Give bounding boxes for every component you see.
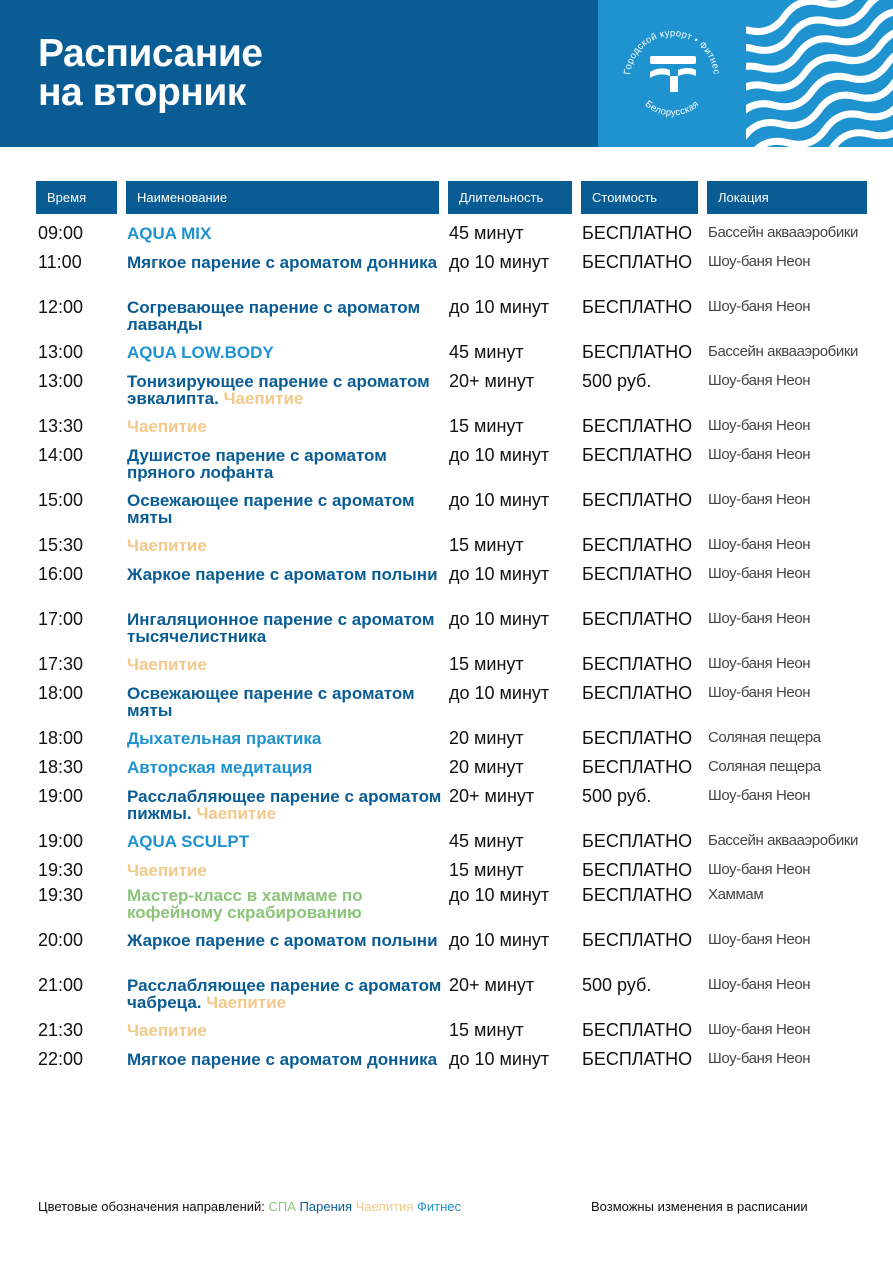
activity-name: Освежающее парение с ароматом мяты: [127, 491, 415, 527]
row-name: [127, 296, 442, 333]
row-price: БЕСПЛАТНО: [582, 860, 693, 880]
row-name: [127, 785, 442, 822]
row-time: 18:00: [38, 683, 84, 703]
activity-name: Чаепитие: [127, 536, 207, 555]
wave-pattern: [746, 0, 893, 147]
row-duration: до 10 минут: [449, 252, 550, 272]
row-location: Бассейн аквааэробики: [708, 343, 858, 360]
page-title: [38, 34, 263, 112]
row-location: Соляная пещера: [708, 729, 821, 746]
activity-name: Ингаляционное парение с ароматом тысячелистника: [127, 610, 435, 646]
row-name: [127, 563, 442, 583]
activity-name: Расслабляющее парение с ароматом чабреца.: [127, 976, 442, 1012]
row-duration: 15 минут: [449, 416, 524, 436]
row-price: БЕСПЛАТНО: [582, 564, 693, 584]
row-name: [127, 370, 442, 407]
activity-name: Согревающее парение с ароматом лаванды: [127, 298, 421, 334]
row-time: 22:00: [38, 1049, 84, 1069]
activity-name: Тонизирующее парение с ароматом эвкалипта.: [127, 372, 430, 408]
row-location: Шоу-баня Неон: [708, 861, 811, 878]
row-time: 16:00: [38, 564, 84, 584]
row-location: Шоу-баня Неон: [708, 1050, 811, 1067]
brand-logo-panel: [598, 0, 746, 147]
row-price: БЕСПЛАТНО: [582, 885, 693, 905]
page-header: [0, 0, 893, 147]
color-legend: [38, 1199, 461, 1214]
row-price: БЕСПЛАТНО: [582, 252, 693, 272]
row-duration: 45 минут: [449, 831, 524, 851]
row-duration: 20 минут: [449, 728, 524, 748]
row-location: Бассейн аквааэробики: [708, 224, 858, 241]
legend-spa: СПА: [268, 1199, 296, 1214]
svg-text:Белорусская: [643, 99, 701, 119]
row-time: 18:30: [38, 757, 84, 777]
row-location: Шоу-баня Неон: [708, 684, 811, 701]
row-duration: 20 минут: [449, 757, 524, 777]
row-duration: до 10 минут: [449, 564, 550, 584]
row-time: 14:00: [38, 445, 84, 465]
row-name: [127, 1019, 442, 1039]
row-price: 500 руб.: [582, 786, 652, 806]
legend-steam: Парения: [299, 1199, 353, 1214]
row-location: Соляная пещера: [708, 758, 821, 775]
row-price: БЕСПЛАТНО: [582, 342, 693, 362]
row-location: Шоу-баня Неон: [708, 565, 811, 582]
column-header-time: Время: [36, 181, 117, 214]
row-duration: 20+ минут: [449, 786, 535, 806]
row-duration: 15 минут: [449, 1020, 524, 1040]
activity-name: Жаркое парение с ароматом полыни: [127, 565, 438, 584]
activity-name: Жаркое парение с ароматом полыни: [127, 931, 438, 950]
row-time: 17:30: [38, 654, 84, 674]
svg-text:Городской курорт • Фитнес: [622, 28, 722, 75]
row-duration: до 10 минут: [449, 297, 550, 317]
row-price: БЕСПЛАТНО: [582, 609, 693, 629]
row-time: 19:30: [38, 885, 84, 905]
activity-name: Расслабляющее парение с ароматом пижмы.: [127, 787, 442, 823]
row-time: 11:00: [38, 252, 82, 272]
row-time: 21:00: [38, 975, 84, 995]
row-time: 12:00: [38, 297, 84, 317]
row-price: БЕСПЛАТНО: [582, 297, 693, 317]
row-name: [127, 682, 442, 719]
activity-name: AQUA LOW.BODY: [127, 343, 274, 362]
page-title-line2: на вторник: [38, 71, 246, 114]
row-duration: 15 минут: [449, 535, 524, 555]
row-location: Шоу-баня Неон: [708, 1021, 811, 1038]
row-name: [127, 653, 442, 673]
row-price: БЕСПЛАТНО: [582, 831, 693, 851]
row-duration: 45 минут: [449, 342, 524, 362]
brand-logo: [598, 0, 746, 147]
column-header-price: Стоимость: [581, 181, 698, 214]
row-name: [127, 534, 442, 554]
schedule-change-note: Возможны изменения в расписании: [591, 1199, 808, 1214]
activity-name: Мастер-класс в хаммаме по кофейному скрабированию: [127, 886, 363, 922]
activity-name: Чаепитие: [127, 861, 207, 880]
wave-pattern-graphic: [746, 0, 893, 147]
row-name: [127, 1048, 442, 1068]
activity-suffix: Чаепитие: [196, 804, 277, 823]
row-duration: до 10 минут: [449, 1049, 550, 1069]
legend-label: Цветовые обозначения направлений:: [38, 1199, 265, 1214]
row-price: БЕСПЛАТНО: [582, 683, 693, 703]
row-duration: 45 минут: [449, 223, 524, 243]
row-name: [127, 756, 442, 776]
row-time: 19:00: [38, 831, 84, 851]
activity-name: AQUA SCULPT: [127, 832, 250, 851]
row-price: 500 руб.: [582, 371, 652, 391]
column-header-duration: Длительность: [448, 181, 572, 214]
row-time: 19:30: [38, 860, 84, 880]
row-name: [127, 929, 442, 949]
row-duration: до 10 минут: [449, 930, 550, 950]
activity-name: Мягкое парение с ароматом донника: [127, 253, 438, 272]
row-location: Шоу-баня Неон: [708, 931, 811, 948]
activity-suffix: Чаепитие: [223, 389, 304, 408]
logo-ring-top-text: Городской курорт • Фитнес: [622, 27, 722, 76]
row-location: Шоу-баня Неон: [708, 491, 811, 508]
logo-ring-bottom-text: Белорусская: [642, 98, 702, 119]
row-location: Шоу-баня Неон: [708, 787, 811, 804]
activity-name: Чаепитие: [127, 1021, 207, 1040]
row-name: [127, 415, 442, 435]
row-time: 15:30: [38, 535, 84, 555]
activity-name: Чаепитие: [127, 655, 207, 674]
row-time: 20:00: [38, 930, 84, 950]
row-price: БЕСПЛАТНО: [582, 535, 693, 555]
row-duration: до 10 минут: [449, 683, 550, 703]
row-duration: 20+ минут: [449, 371, 535, 391]
activity-name: Освежающее парение с ароматом мяты: [127, 684, 415, 720]
row-time: 13:00: [38, 371, 84, 391]
page-title-line1: Расписание: [38, 32, 263, 75]
row-duration: до 10 минут: [449, 885, 550, 905]
row-duration: 15 минут: [449, 654, 524, 674]
row-name: [127, 608, 442, 645]
row-name: [127, 830, 442, 850]
row-name: [127, 341, 442, 361]
row-price: БЕСПЛАТНО: [582, 930, 693, 950]
row-price: БЕСПЛАТНО: [582, 416, 693, 436]
row-price: БЕСПЛАТНО: [582, 654, 693, 674]
row-price: БЕСПЛАТНО: [582, 757, 693, 777]
row-price: БЕСПЛАТНО: [582, 445, 693, 465]
row-name: [127, 974, 442, 1011]
row-price: БЕСПЛАТНО: [582, 490, 693, 510]
row-location: Шоу-баня Неон: [708, 372, 811, 389]
row-location: Шоу-баня Неон: [708, 536, 811, 553]
row-name: [127, 489, 442, 526]
row-location: Шоу-баня Неон: [708, 446, 811, 463]
row-location: Бассейн аквааэробики: [708, 832, 858, 849]
row-location: Шоу-баня Неон: [708, 976, 811, 993]
logo-mark-icon: [650, 56, 696, 92]
row-price: БЕСПЛАТНО: [582, 1020, 693, 1040]
row-time: 09:00: [38, 223, 84, 243]
row-location: Шоу-баня Неон: [708, 655, 811, 672]
row-name: [127, 884, 442, 921]
activity-name: Мягкое парение с ароматом донника: [127, 1050, 438, 1069]
activity-name: Чаепитие: [127, 417, 207, 436]
row-duration: 15 минут: [449, 860, 524, 880]
row-price: БЕСПЛАТНО: [582, 728, 693, 748]
row-name: [127, 444, 442, 481]
row-price: БЕСПЛАТНО: [582, 1049, 693, 1069]
row-duration: до 10 минут: [449, 609, 550, 629]
row-time: 15:00: [38, 490, 84, 510]
row-location: Шоу-баня Неон: [708, 610, 811, 627]
row-time: 19:00: [38, 786, 84, 806]
row-location: Шоу-баня Неон: [708, 417, 811, 434]
legend-fitness: Фитнес: [417, 1199, 462, 1214]
legend-tea: Чаепития: [355, 1199, 414, 1214]
activity-name: Душистое парение с ароматом пряного лофанта: [127, 446, 387, 482]
row-name: [127, 251, 442, 271]
activity-name: Дыхательная практика: [127, 729, 322, 748]
row-time: 13:30: [38, 416, 84, 436]
row-price: БЕСПЛАТНО: [582, 223, 693, 243]
row-time: 18:00: [38, 728, 84, 748]
row-name: [127, 727, 442, 747]
row-duration: до 10 минут: [449, 445, 550, 465]
row-location: Шоу-баня Неон: [708, 298, 811, 315]
activity-name: AQUA MIX: [127, 224, 212, 243]
row-duration: до 10 минут: [449, 490, 550, 510]
row-name: [127, 859, 442, 879]
activity-name: Авторская медитация: [127, 758, 313, 777]
row-location: Шоу-баня Неон: [708, 253, 811, 270]
activity-suffix: Чаепитие: [206, 993, 287, 1012]
column-header-location: Локация: [707, 181, 867, 214]
row-time: 21:30: [38, 1020, 84, 1040]
row-time: 17:00: [38, 609, 84, 629]
row-location: Хаммам: [708, 886, 764, 903]
column-header-name: Наименование: [126, 181, 439, 214]
row-price: 500 руб.: [582, 975, 652, 995]
row-duration: 20+ минут: [449, 975, 535, 995]
row-time: 13:00: [38, 342, 84, 362]
row-name: [127, 222, 442, 242]
